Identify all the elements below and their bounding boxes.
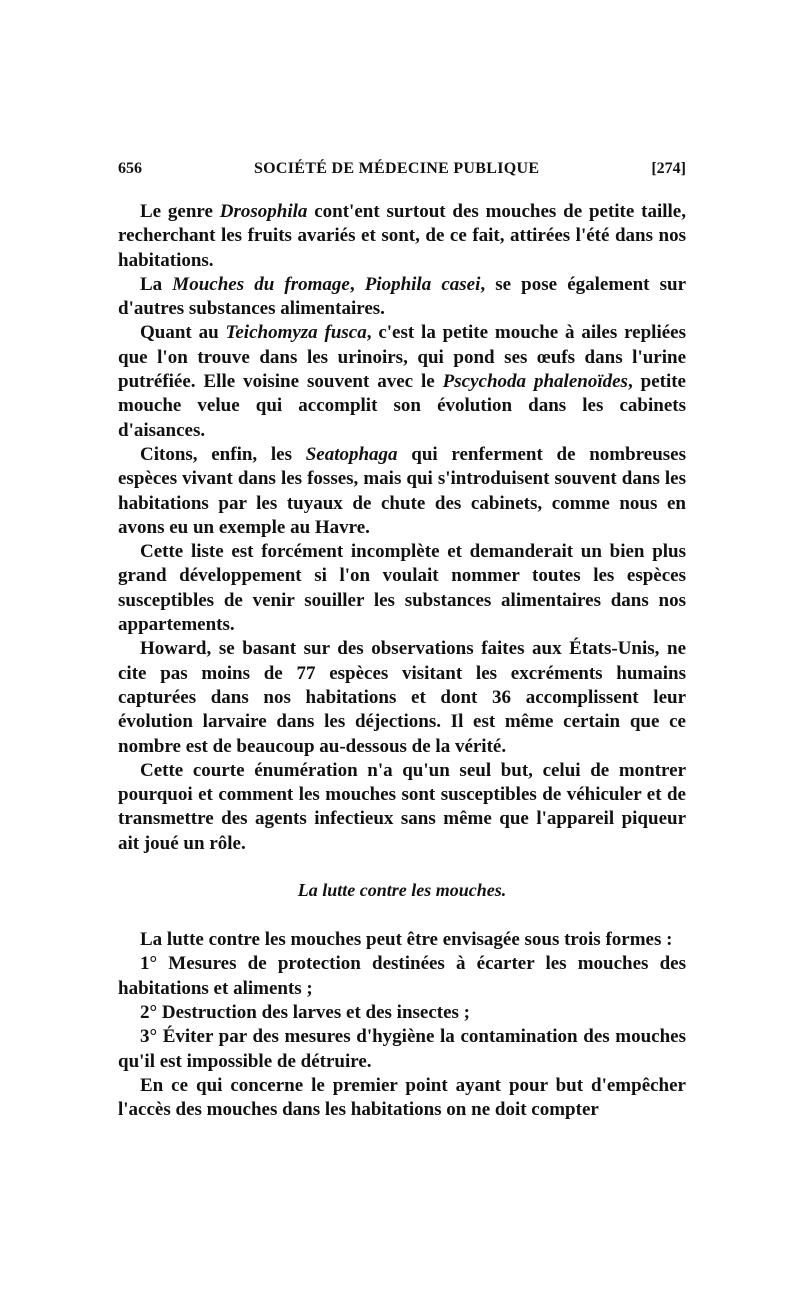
paragraph: [118, 1025, 686, 1074]
text-run: 1° Mesures de protection destinées à écarter les mouches des habitations et aliments ;: [118, 953, 686, 999]
text-run: qui renferment de nombreuses espèces vivant dans les fosses, mais qui s'introduisent souvent dans les habitations par les tuyaux de chute des cabinets, comme nous en avons eu un exemple au Havre.: [118, 443, 686, 538]
section-heading: La lutte contre les mouches.: [297, 880, 507, 901]
running-header: [118, 160, 686, 186]
text-run: cont'ent surtout des mouches de petite taille, recherchant les fruits avariés et sont, de ce fait, attirées l'été dans nos habitations.: [118, 201, 686, 271]
text-run: Howard, se basant sur des observations faites aux États-Unis, ne cite pas moins de 77 espèces visitant les excréments humains capturées dans nos habitations et dont 36 accomplissent leur évolution larvaire dans les déjections. Il est même certain que ce nombre est de beaucoup au-dessous de la vérité.: [118, 638, 686, 757]
text-run: 2° Destruction des larves et des insectes ;: [140, 1001, 471, 1023]
page-number: 656: [118, 160, 142, 177]
text-run: En ce qui concerne le premier point ayant pour but d'empêcher l'accès des mouches dans les habitations on ne doit compter: [118, 1074, 686, 1121]
paragraph: [118, 759, 686, 856]
paragraph: [118, 273, 686, 322]
paragraph: [118, 321, 686, 442]
paragraph: [118, 928, 686, 952]
bracket-page-number: [274]: [651, 160, 686, 177]
italic-term: Teichomyza fusca: [225, 322, 367, 344]
italic-term: Drosophila: [219, 201, 308, 222]
text-run: Cette liste est forcément incomplète et demanderait un bien plus grand développement si l'on voulait nommer toutes les espèces susceptibles de venir souiller les substances alimentaires dans nos appartements.: [118, 541, 686, 636]
text-run: 3° Éviter par des mesures d'hygiène la contamination des mouches qu'il est impossible de détruire.: [118, 1026, 686, 1072]
body-text-before-heading: [118, 200, 686, 856]
paragraph: [118, 200, 686, 273]
text-run: , petite mouche velue qui accomplit son évolution dans les cabinets d'aisances.: [118, 371, 686, 441]
body-text-after-heading: [118, 928, 686, 1122]
text-run: ,: [349, 273, 365, 295]
italic-term: Piophila casei: [364, 273, 481, 295]
paragraph: [118, 637, 686, 758]
text-run: La lutte contre les mouches peut être envisagée sous trois formes :: [140, 929, 673, 951]
paragraph: [118, 540, 686, 637]
text-run: Le genre: [140, 201, 220, 222]
paragraph: [118, 1001, 686, 1025]
text-run: Citons, enfin, les: [140, 443, 306, 465]
paragraph: [118, 443, 686, 540]
text-run: La: [140, 273, 173, 295]
text-run: , c'est la petite mouche à ailes repliées que l'on trouve dans les urinoirs, qui pond ses œufs dans l'urine putréfiée. Elle voisine souvent avec le: [118, 322, 687, 393]
running-title: SOCIÉTÉ DE MÉDECINE PUBLIQUE: [253, 160, 540, 177]
italic-term: Mouches du fromage: [172, 273, 350, 295]
paragraph: [118, 952, 686, 1001]
text-run: , se pose également sur d'autres substances alimentaires.: [118, 273, 686, 320]
paragraph: [118, 1074, 686, 1123]
book-page: [118, 160, 686, 1122]
italic-term: Pscychoda phalenoïdes: [442, 371, 628, 393]
text-run: Quant au: [140, 322, 226, 344]
text-run: Cette courte énumération n'a qu'un seul but, celui de montrer pourquoi et comment les mouches sont susceptibles de véhiculer et de transmettre des agents infectieux sans même que l'appareil piqueur ait joué un rôle.: [118, 759, 686, 854]
italic-term: Seatophaga: [305, 443, 398, 465]
